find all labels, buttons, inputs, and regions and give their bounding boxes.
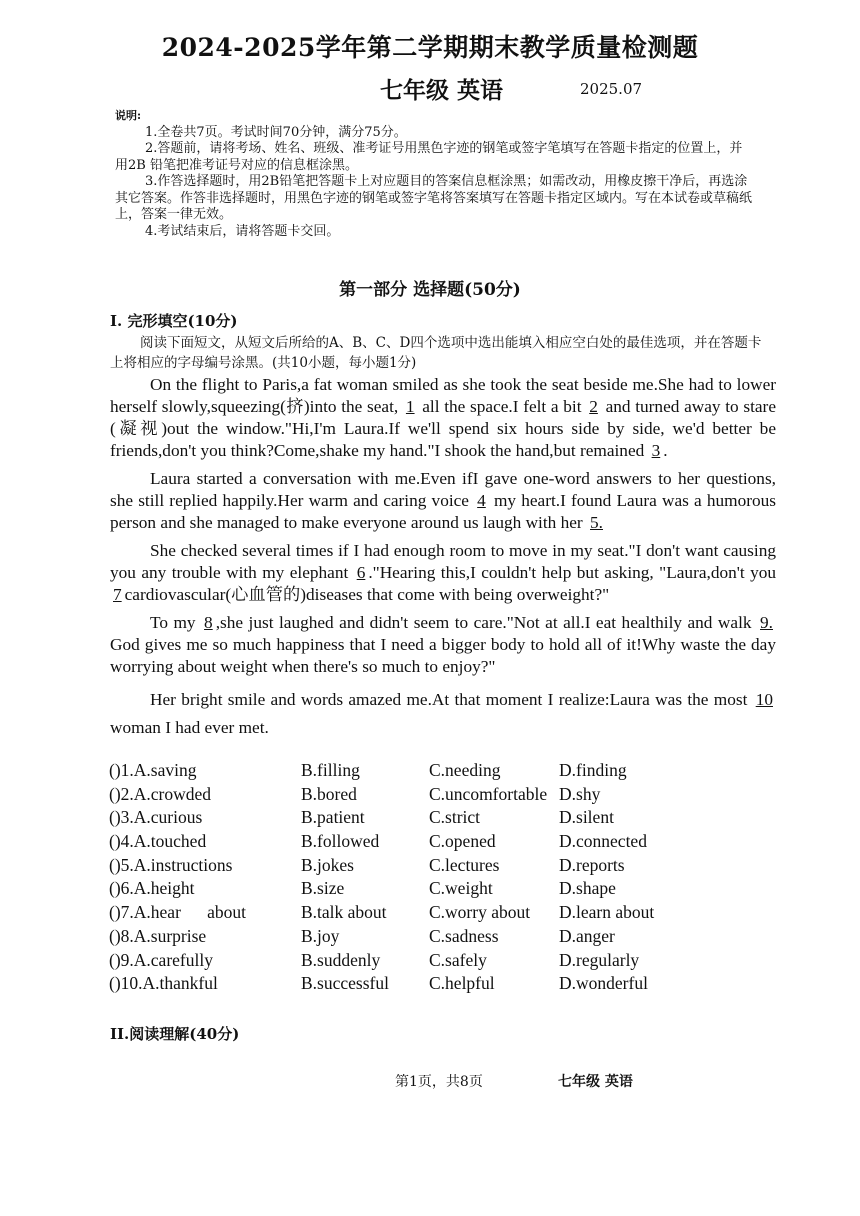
option-a: ()10.A.thankful [109,973,218,994]
option-d: D.learn about [559,902,655,923]
passage-paragraph [110,468,776,534]
option-c: C.uncomfortable [429,783,548,804]
note-item: 1.全卷共7页。考试时间70分钟，满分75分。 [145,124,407,140]
option-c: C.strict [429,807,481,828]
option-b: B.patient [301,807,365,828]
blank-5: 5. [590,513,603,532]
option-b: B.filling [301,760,360,780]
option-c: C.helpful [429,973,495,994]
passage-text: To my [150,613,196,632]
grade-subject: 七年级 英语 [380,77,504,104]
option-row [109,878,789,902]
option-d: D.silent [559,807,614,828]
option-b: B.size [301,878,345,899]
option-c: C.needing [429,760,501,780]
blank-4: 4 [477,491,486,510]
instructions-notes [115,108,755,240]
cloze-passage [110,374,776,742]
part-one-title: 第一部分 选择题(50分) [339,280,521,300]
option-c: C.sadness [429,925,499,946]
passage-text: ."Hearing this,I couldn't help but asking, "Laura,don't you [368,563,776,582]
option-row [109,855,789,879]
option-d: D.reports [559,854,625,875]
option-c: C.lectures [429,854,500,875]
option-a: ()8.A.surprise [109,925,207,946]
blank-8: 8 [204,613,213,632]
passage-text: and turned away to stare (凝视)out the window."Hi,I'm Laura.If we'll spend six hours side by side, we'd better be friends,don't you think?Come,shake my hand."I shook the hand,but remained [110,397,776,460]
option-b: B.bored [301,783,357,804]
blank-2: 2 [589,397,598,416]
passage-paragraph [110,540,776,606]
passage-text: She checked several times if I had enough room to move in my seat."I don't want causing you any trouble with my elephant [110,541,776,582]
passage-text: all the space.I felt a bit [422,397,582,416]
blank-3: 3 [651,441,661,460]
option-b: B.talk about [301,902,387,923]
passage-text: woman I had ever met. [110,718,269,737]
option-d: D.finding [559,760,627,780]
notes-heading: 说明: [115,109,142,122]
option-a: ()3.A.curious [109,807,203,828]
option-c: C.weight [429,878,493,899]
option-c: C.opened [429,831,496,852]
option-row [109,760,789,784]
option-row [109,807,789,831]
option-c: C.worry about [429,902,531,923]
option-c: C.safely [429,949,487,970]
answer-options [109,760,789,997]
option-b: B.suddenly [301,949,381,970]
option-a: ()7.A.hear about [109,902,247,923]
note-item: 3.作答选择题时，用2B铅笔把答题卡上对应题目的答案信息框涂黑；如需改动，用橡皮擦干净后，再选涂其它答案。作答非选择题时，用黑色字迹的钢笔或签字笔将答案填写在答题卡指定区域内。写在本试卷或草稿纸上，答案一律无效。 [115,174,753,222]
option-d: D.shy [559,783,601,804]
option-d: D.wonderful [559,973,648,994]
note-item: 2.答题前，请将考场、姓名、班级、准考证号用黑色字迹的钢笔或签字笔填写在答题卡指定的位置上，并用2B 铅笔把准考证号对应的信息框涂黑。 [115,141,743,173]
passage-text: . [663,441,668,460]
option-b: B.jokes [301,854,354,875]
option-row [109,784,789,808]
option-d: D.connected [559,831,647,852]
passage-text: my heart.I found Laura was a humorous person and she managed to make everyone around us laugh with her [110,491,776,532]
passage-text: God gives me so much happiness that I need a bigger body to hold all of it!Why waste the day worrying about weight when there's so much to enjoy?" [110,635,776,676]
blank-7: 7 [113,585,122,604]
option-b: B.followed [301,831,380,852]
passage-paragraph [110,686,776,742]
passage-text: Her bright smile and words amazed me.At that moment I realize:Laura was the most [150,690,748,709]
option-d: D.shape [559,878,616,899]
exam-title: 2024-2025学年第二学期期末教学质量检测题 [161,33,699,62]
passage-text: cardiovascular(心血管的)diseases that come with being overweight?" [124,585,610,604]
page-number: 第1页，共8页 [395,1074,483,1090]
passage-paragraph [110,612,776,678]
option-row [109,831,789,855]
passage-text: On the flight to Paris,a fat woman smiled as she took the seat beside me.She had to lower herself slowly,squeezing(挤)into the seat, [110,375,776,416]
option-a: ()9.A.carefully [109,949,213,970]
option-a: ()6.A.height [109,878,195,899]
option-a: ()5.A.instructions [109,854,233,875]
option-row [109,902,789,926]
blank-6: 6 [356,563,366,582]
passage-text: ,she just laughed and didn't seem to care."Not at all.I eat healthily and walk [215,613,752,632]
option-row [109,950,789,974]
section-cloze-heading: I. 完形填空(10分) [110,312,238,330]
footer-subject: 七年级 英语 [558,1074,633,1090]
option-a: ()4.A.touched [109,831,207,852]
option-a: ()1.A.saving [109,760,197,780]
section-cloze-instruction: 阅读下面短文，从短文后所给的A、B、C、D四个选项中选出能填入相应空白处的最佳选项，并在答题卡上将相应的字母编号涂黑。(共10小题，每小题1分) [110,335,762,371]
option-a: ()2.A.crowded [109,783,212,804]
option-row [109,926,789,950]
option-row [109,973,789,997]
section-reading-heading: II.阅读理解(40分) [110,1025,240,1043]
option-b: B.joy [301,925,340,946]
option-d: D.anger [559,925,615,946]
exam-date: 2025.07 [580,80,643,98]
blank-1: 1 [405,397,415,416]
option-d: D.regularly [559,949,640,970]
blank-9: 9. [760,613,773,632]
option-b: B.successful [301,973,389,994]
blank-10: 10 [755,690,773,709]
note-item: 4.考试结束后，请将答题卡交回。 [145,223,340,239]
passage-text: Laura started a conversation with me.Even ifI gave one-word answers to her questions, she still replied happily.Her warm and caring voice [110,469,776,510]
passage-paragraph [110,374,776,462]
